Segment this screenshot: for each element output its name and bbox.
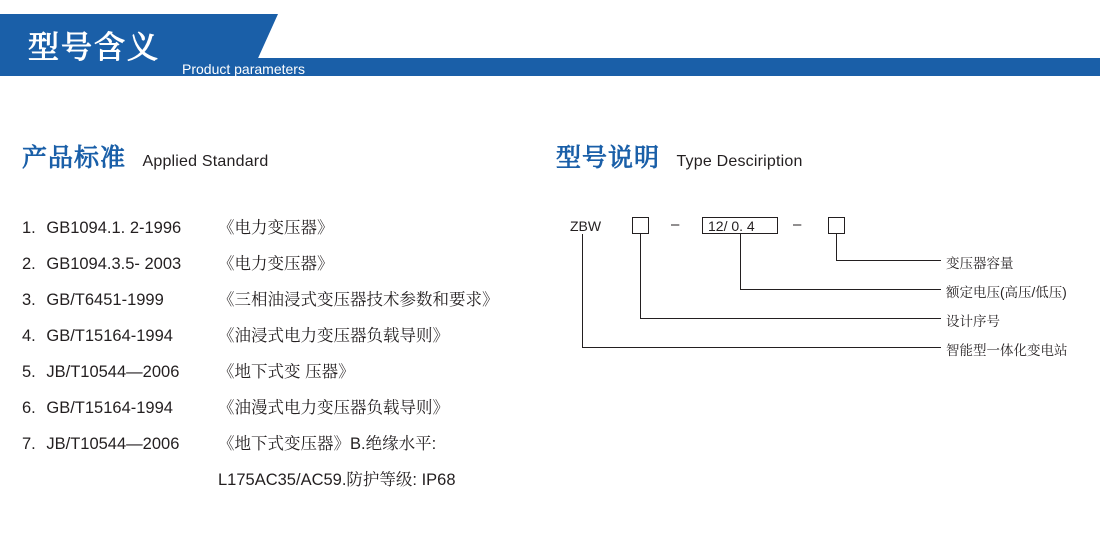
type-token-dash-1: – <box>671 216 680 233</box>
type-token-dash-2: – <box>793 216 802 233</box>
leader-line-capacity-horizontal <box>836 260 941 261</box>
type-heading-cn: 型号说明 <box>556 144 661 172</box>
type-token-voltage: 12/ 0. 4 <box>708 218 755 234</box>
standards-list <box>22 210 542 498</box>
standards-heading <box>22 138 268 174</box>
leader-line-design-no-horizontal <box>640 318 941 319</box>
page-banner <box>0 14 1100 76</box>
standard-num-3: 3. <box>22 291 36 309</box>
type-heading <box>556 138 803 174</box>
page-subtitle: Product parameters <box>182 61 305 77</box>
standard-id-5: JB/T10544—2006 <box>46 363 180 381</box>
standards-heading-en: Applied Standard <box>142 153 269 170</box>
list-item <box>22 246 542 282</box>
list-item <box>22 210 542 246</box>
list-item <box>22 318 542 354</box>
standard-id-6: GB/T15164-1994 <box>46 399 173 417</box>
standard-num-5: 5. <box>22 363 36 381</box>
type-heading-en: Type Desciription <box>676 153 803 170</box>
list-item <box>22 390 542 426</box>
standard-name-1: 《电力变压器》 <box>218 219 334 237</box>
leader-line-voltage-vertical <box>740 234 741 289</box>
standard-num-2: 2. <box>22 255 36 273</box>
standard-id-1: GB1094.1. 2-1996 <box>46 219 182 237</box>
legend-substation: 智能型一体化变电站 <box>946 343 1068 358</box>
list-item <box>22 354 542 390</box>
legend-design-no: 设计序号 <box>946 314 1000 329</box>
type-token-prefix: ZBW <box>570 218 602 234</box>
list-item <box>22 426 542 462</box>
standard-num-7: 7. <box>22 435 36 453</box>
standard-id-7: JB/T10544—2006 <box>46 435 180 453</box>
standards-heading-cn: 产品标准 <box>22 144 127 172</box>
standard-name-3: 《三相油浸式变压器技术参数和要求》 <box>218 291 499 309</box>
list-item <box>22 282 542 318</box>
type-token-box-capacity <box>828 217 845 234</box>
standard-name-5: 《地下式变 压器》 <box>218 363 355 381</box>
standard-name-7-continuation: L175AC35/AC59.防护等级: IP68 <box>218 471 456 489</box>
type-code-diagram <box>556 205 1076 375</box>
standard-name-4: 《油浸式电力变压器负载导则》 <box>218 327 449 345</box>
leader-line-substation-horizontal <box>582 347 941 348</box>
standard-num-1: 1. <box>22 219 36 237</box>
standard-num-6: 6. <box>22 399 36 417</box>
standard-id-4: GB/T15164-1994 <box>46 327 173 345</box>
standard-id-2: GB1094.3.5- 2003 <box>46 255 182 273</box>
leader-line-voltage-horizontal <box>740 289 941 290</box>
standard-name-6: 《油漫式电力变压器负载导则》 <box>218 399 449 417</box>
standard-name-2: 《电力变压器》 <box>218 255 334 273</box>
page-title: 型号含义 <box>28 30 160 65</box>
leader-line-design-no-vertical <box>640 234 641 318</box>
leader-line-substation-vertical <box>582 234 583 347</box>
standard-id-3: GB/T6451-1999 <box>46 291 164 309</box>
leader-line-capacity-vertical <box>836 234 837 260</box>
legend-voltage: 额定电压(高压/低压) <box>946 285 1067 300</box>
type-token-box-design-no <box>632 217 649 234</box>
standard-name-7: 《地下式变压器》B.绝缘水平: <box>218 435 437 453</box>
legend-capacity: 变压器容量 <box>946 256 1014 271</box>
standard-num-4: 4. <box>22 327 36 345</box>
standard-code-1 <box>22 210 218 246</box>
